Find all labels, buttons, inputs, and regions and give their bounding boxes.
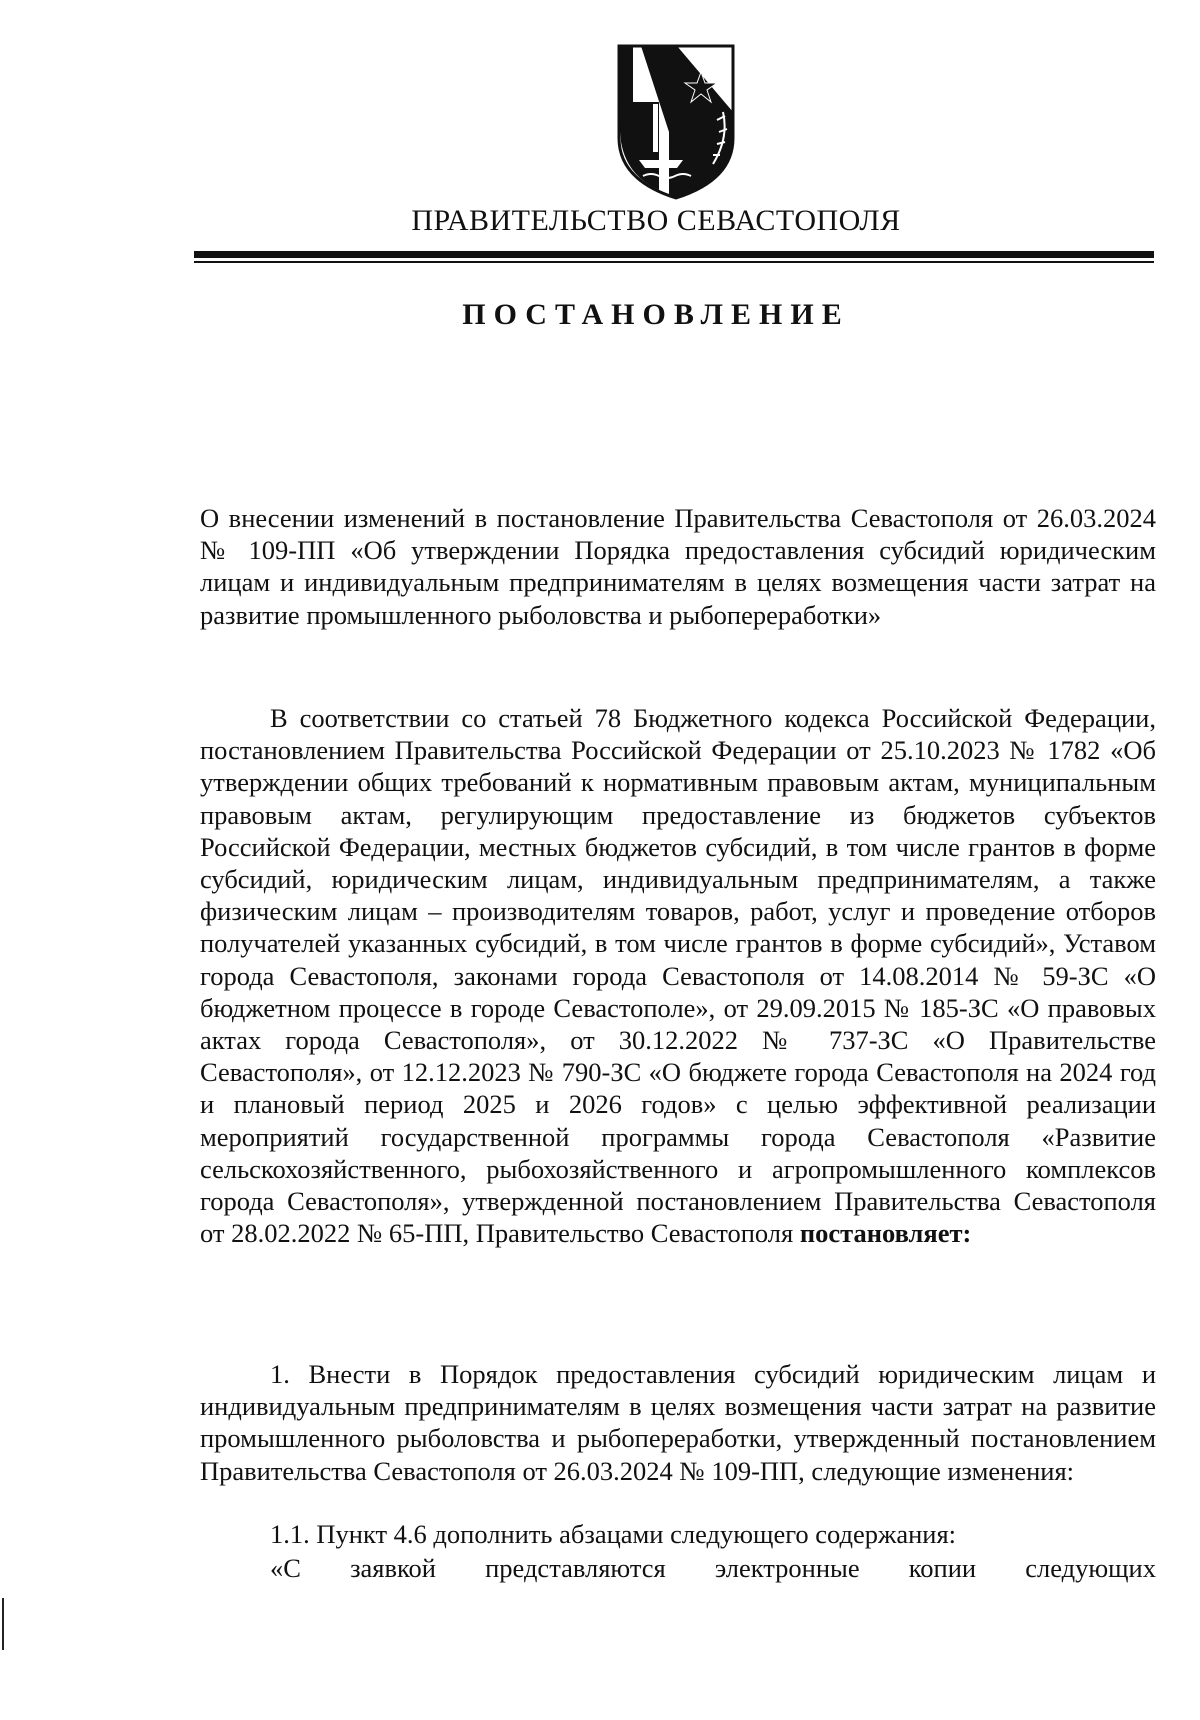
margin-mark — [2, 1598, 4, 1650]
item-1-1: 1.1. Пункт 4.6 дополнить абзацами следующего содержания: — [270, 1519, 957, 1549]
document-subject: О внесении изменений в постановление Правительства Севастополя от 26.03.2024 № 109-ПП «Об утверждении Порядка предоставления субсидий юридическим лицам и индивидуальным предпринимателям в целях возмещения части затрат на развитие промышленного рыболовства и рыбопереработки» — [200, 503, 1156, 630]
header-rule-thin — [194, 261, 1154, 263]
preamble-text: В соответствии со статьей 78 Бюджетного кодекса Российской Федерации, постановлением Правительства Российской Федерации от 25.10.2023 № 1782 «Об утверждении общих требований к нормативным правовым актам, муниципальным правовым актам, регулирующим предоставление из бюджетов субъектов Российской Федерации, местных бюджетов субсидий, в том числе грантов в форме субсидий, юридическим лицам, индивидуальным предпринимателям, а также физическим лицам – производителям товаров, работ, услуг и проведение отборов получателей указанных субсидий, в том числе грантов в форме субсидий», Уставом города Севастополя, законами города Севастополя от 14.08.2014 № 59-ЗС «О бюджетном процессе в городе Севастополе», от 29.09.2015 № 185-ЗС «О правовых актах города Севастополя», от 30.12.2022 № 737-ЗС «О Правительстве Севастополя», от 12.12.2023 № 790-ЗС «О бюджете города Севастополя на 2024 год и плановый период 2025 и 2026 годов» с целью эффективной реализации мероприятий государственной программы города Севастополя «Развитие сельскохозяйственного, рыбохозяйственного и агропромышленного комплексов города Севастополя», утвержденной постановлением Правительства Севастополя от 28.02.2022 № 65-ПП, Правительство Севастополя — [200, 703, 1156, 1249]
item-1: 1. Внести в Порядок предоставления субсидий юридическим лицам и индивидуальным предпринимателям в целях возмещения части затрат на развитие промышленного рыболовства и рыбопереработки, утвержденный постановлением Правительства Севастополя от 26.03.2024 № 109-ПП, следующие изменения: — [200, 1359, 1156, 1486]
preamble-paragraph — [200, 702, 1156, 1249]
quote-start: «С заявкой представляются электронные копии следующих — [270, 1553, 1156, 1583]
coat-of-arms-icon — [613, 42, 739, 202]
header-rule-thick — [194, 251, 1154, 258]
document-type: ПОСТАНОВЛЕНИЕ — [462, 298, 850, 331]
operative-word: постановляет: — [799, 1218, 972, 1249]
organization-name: ПРАВИТЕЛЬСТВО СЕВАСТОПОЛЯ — [411, 204, 901, 237]
